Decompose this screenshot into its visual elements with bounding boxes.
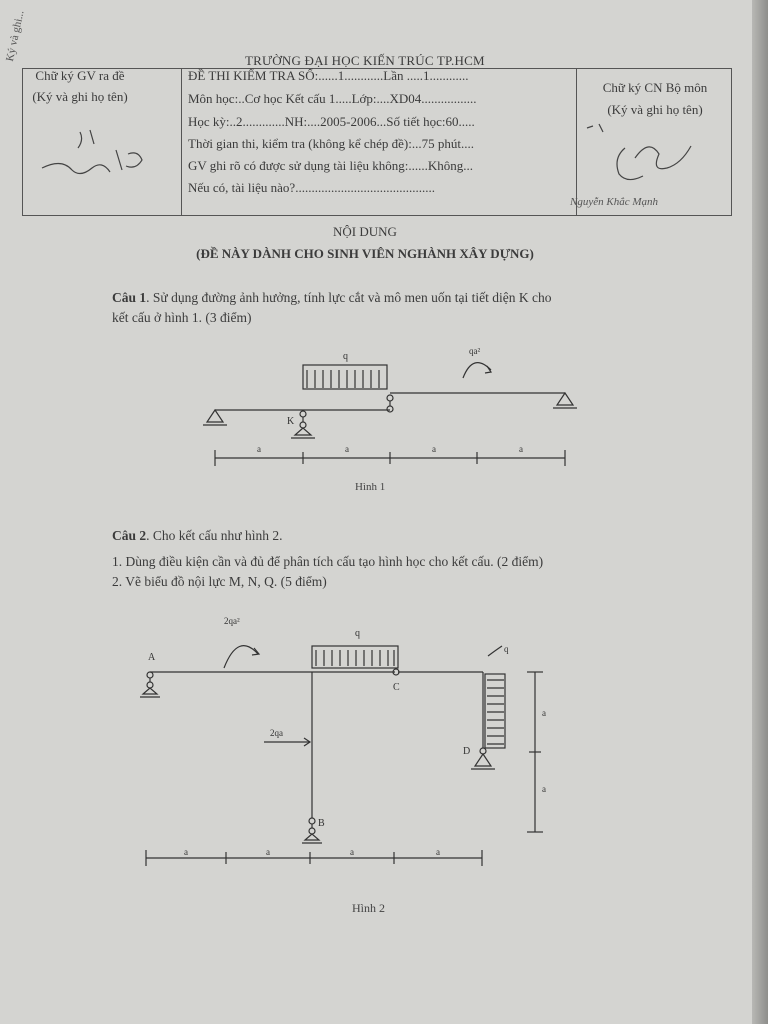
figure-1	[195, 340, 590, 495]
right-sign-label: Chữ ký CN Bộ môn	[602, 80, 708, 95]
content-title: NỘI DUNG	[333, 224, 397, 239]
fig2-load-q-top: q	[355, 628, 360, 639]
fig1-dim-4: a	[519, 444, 523, 454]
question-2-text: . Cho kết cấu như hình 2.	[146, 528, 283, 543]
header-divider-2	[576, 69, 577, 215]
header-line-3: Học kỳ:..2.............NH:....2005-2006...Số tiết học:60.....	[188, 114, 475, 129]
fig2-moment: 2qa²	[224, 616, 240, 626]
fig1-dim-1: a	[257, 444, 261, 454]
question-2-label: Câu 2	[112, 528, 147, 543]
fig1-dim-2: a	[345, 444, 349, 454]
fig1-dim-3: a	[432, 444, 436, 454]
figure-2	[130, 608, 570, 918]
fig2-dim-v-1: a	[542, 708, 546, 718]
fig1-caption: Hình 1	[355, 481, 386, 493]
fig2-top-load-arrows	[316, 650, 394, 666]
header-divider-1	[181, 69, 182, 215]
content-subtitle: (ĐỀ NÀY DÀNH CHO SINH VIÊN NGHÀNH XÂY DỰNG)	[196, 246, 534, 261]
fig2-load-q-side: q	[504, 644, 509, 654]
school-name: TRƯỜNG ĐẠI HỌC KIẾN TRÚC TP.HCM	[245, 53, 485, 68]
fig2-dim-v-2: a	[542, 784, 546, 794]
fig1-moment: qa²	[469, 346, 481, 356]
fig2-side-load-arrows	[487, 680, 504, 744]
right-sign-sublabel: (Ký và ghi họ tên)	[607, 102, 703, 117]
desk-background	[752, 0, 768, 1024]
question-1-label: Câu 1	[112, 290, 147, 305]
fig1-section-k: K	[287, 416, 295, 427]
header-line-1: ĐỀ THI KIỂM TRA SỐ:......1............Lần .....1............	[188, 68, 469, 83]
left-signature	[30, 120, 170, 190]
header-line-6: Nếu có, tài liệu nào?...........................................	[188, 180, 435, 195]
left-sign-sublabel: (Ký và ghi họ tên)	[32, 89, 128, 104]
fig2-force-2qa: 2qa	[270, 728, 283, 738]
fig2-point-c: C	[393, 682, 400, 693]
question-1-line-2: kết cấu ở hình 1. (3 điểm)	[112, 310, 252, 325]
question-1-text: . Sử dụng đường ảnh hưởng, tính lực cắt và mô men uốn tại tiết diện K cho	[146, 290, 552, 305]
left-sign-label: Chữ ký GV ra đề	[35, 68, 125, 83]
fig2-dim-h-4: a	[436, 847, 440, 857]
question-2-item-2: 2. Vẽ biểu đồ nội lực M, N, Q. (5 điểm)	[112, 574, 327, 589]
fig2-dim-h-3: a	[350, 847, 354, 857]
question-2-line	[112, 528, 282, 544]
right-signature-name: Nguyễn Khắc Mạnh	[570, 196, 658, 208]
header-line-5: GV ghi rõ có được sử dụng tài liệu không:......Không...	[188, 158, 474, 173]
fig2-point-b: B	[318, 818, 325, 829]
fig2-point-d: D	[463, 746, 471, 757]
question-2-item-1: 1. Dùng điều kiện cần và đủ để phân tích cấu tạo hình học cho kết cấu. (2 điểm)	[112, 554, 544, 569]
fig2-dim-h-2: a	[266, 847, 270, 857]
fig1-load-arrows	[307, 370, 379, 388]
fig2-caption: Hình 2	[352, 901, 385, 915]
fig2-dim-h-1: a	[184, 847, 188, 857]
margin-note: Ký và ghi...	[4, 9, 27, 63]
fig2-point-a: A	[148, 652, 156, 663]
question-1-line-1	[112, 290, 552, 306]
fig1-load-q: q	[343, 351, 348, 362]
header-line-4: Thời gian thi, kiểm tra (không kể chép đề):...75 phút....	[188, 136, 474, 151]
header-line-2: Môn học:..Cơ học Kết cấu 1.....Lớp:....XD04.................	[188, 91, 477, 106]
